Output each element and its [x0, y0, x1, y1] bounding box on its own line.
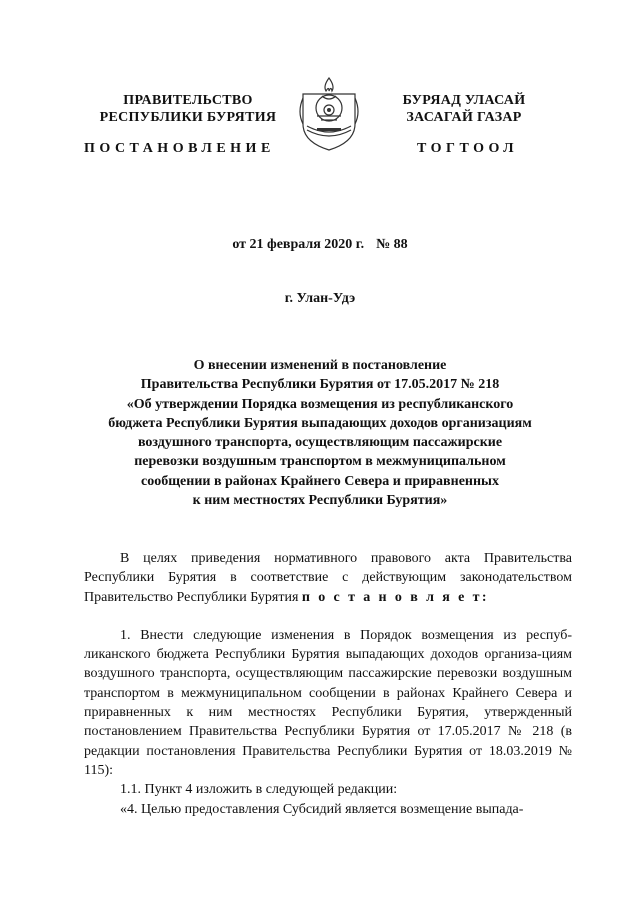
document-date: от 21 февраля 2020 г. — [232, 237, 365, 252]
title-line: перевозки воздушным транспортом в межмуниципальном — [134, 454, 506, 470]
header-left-authority — [86, 92, 290, 126]
title-line: к ним местностях Республики Бурятия» — [192, 493, 448, 509]
title-line: сообщении в районах Крайнего Севера и приравненных — [141, 473, 499, 489]
header-left-line2: РЕСПУБЛИКИ БУРЯТИЯ — [99, 110, 277, 125]
preamble-text: В целях приведения нормативного правового акта Правительства Республики Бурятия в соответствие с действующим законодательством Правительство Республики Бурятия — [84, 551, 572, 605]
document-body — [84, 549, 572, 819]
doctype-left: ПОСТАНОВЛЕНИЕ — [84, 141, 275, 156]
doctype-right: ТОГТООЛ — [417, 141, 519, 156]
header-right-line2: ЗАСАГАЙ ГАЗАР — [406, 110, 522, 125]
document-city: г. Улан-Удэ — [284, 291, 356, 306]
preamble-paragraph — [84, 549, 572, 607]
resolves-text: п о с т а н о в л я е т: — [301, 589, 489, 605]
title-line: воздушного транспорта, осуществляющим пассажирские — [137, 435, 503, 451]
header-left-line1: ПРАВИТЕЛЬСТВО — [123, 93, 253, 108]
title-line: «Об утверждении Порядка возмещения из республиканского — [126, 396, 514, 412]
coat-of-arms-icon — [295, 72, 363, 152]
document-number: № 88 — [376, 237, 408, 252]
title-line: бюджета Республики Бурятия выпадающих доходов организациям — [108, 415, 532, 431]
header-right-authority — [376, 92, 552, 126]
document-date-line — [0, 237, 640, 253]
paragraph-gap — [84, 607, 572, 626]
item-1-1-paragraph: 1.1. Пункт 4 изложить в следующей редакции: — [120, 782, 398, 798]
quote-paragraph: «4. Целью предоставления Субсидий является возмещение выпада- — [120, 801, 524, 817]
item-1-paragraph: 1. Внести следующие изменения в Порядок возмещения из респуб-ликанского бюджета Республики Бурятия выпадающих доходов организа-циям воздушного транспорта, осуществляющим пассажирские перевозки воздушным транспортом в межмуниципальном сообщении в районах Крайнего Севера и приравненных к ним местностях Республики Бурятия, утвержденный постановлением Правительства Республики Бурятия от 17.05.2017 № 218 (в редакции постановления Правительства Республики Бурятия от 18.03.2019 № 115): — [84, 627, 572, 778]
document-title — [80, 356, 560, 510]
title-line: Правительства Республики Бурятия от 17.05.2017 № 218 — [140, 377, 500, 393]
title-line: О внесении изменений в постановление — [193, 358, 447, 373]
header-right-line1: БУРЯАД УЛАСАЙ — [402, 93, 526, 108]
